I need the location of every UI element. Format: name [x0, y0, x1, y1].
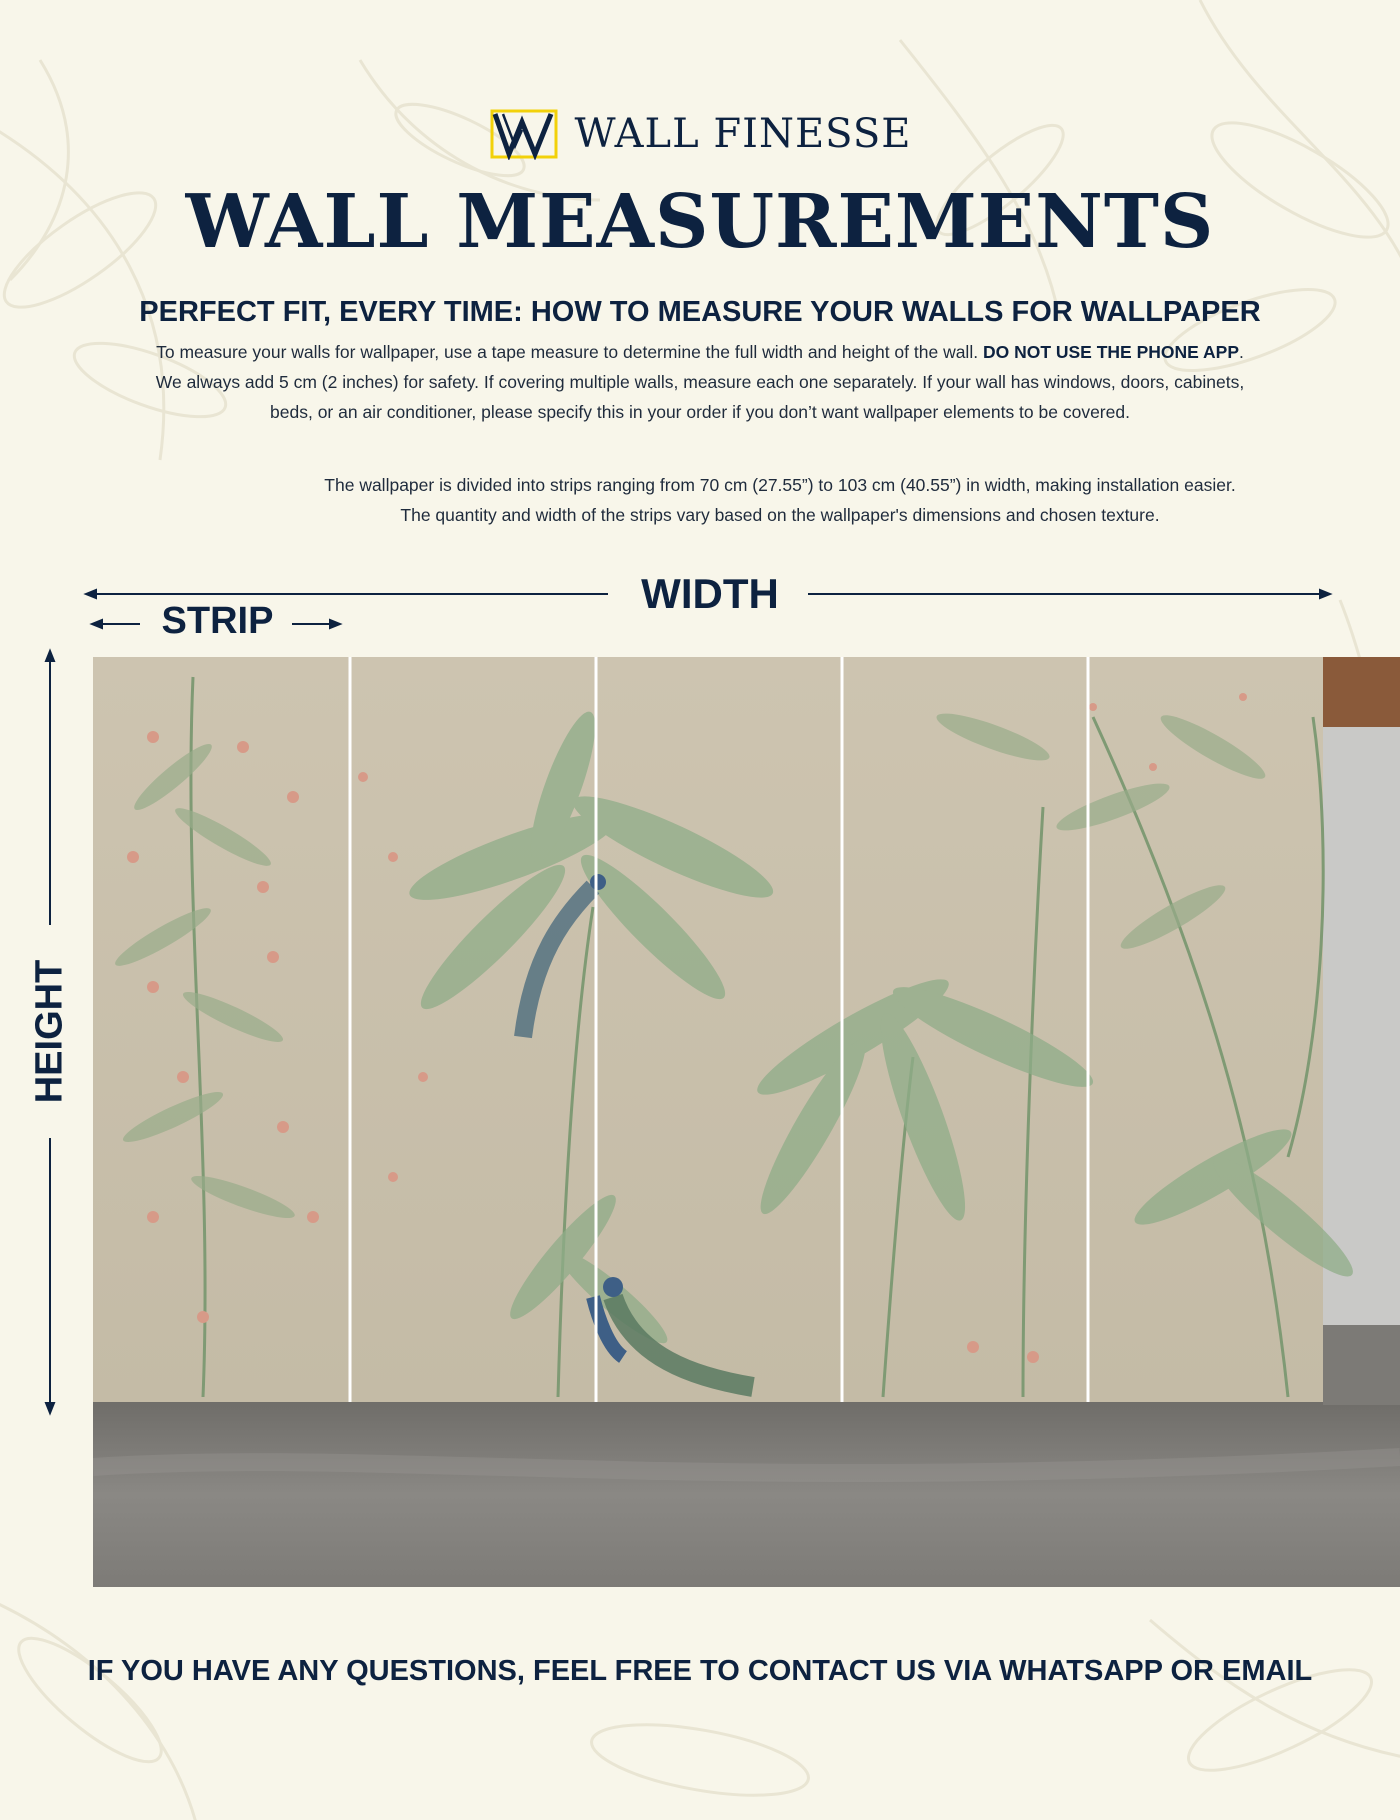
strips-line-2: The quantity and width of the strips vary based on the wallpaper's dimensions and chosen texture.: [400, 505, 1160, 525]
intro-line-3: beds, or an air conditioner, please specify this in your order if you don’t want wallpaper elements to be covered.: [270, 402, 1130, 422]
intro-warning: DO NOT USE THE PHONE APP: [982, 342, 1240, 362]
footer-contact: IF YOU HAVE ANY QUESTIONS, FEEL FREE TO CONTACT US VIA WHATSAPP OR EMAIL: [87, 1655, 1313, 1687]
wallpaper-room-image: [93, 657, 1400, 1587]
logo-monogram-icon: [489, 108, 559, 160]
height-label: HEIGHT: [28, 959, 71, 1104]
intro-line-1-text: To measure your walls for wallpaper, use a tape measure to determine the full width and height of the wall.: [156, 342, 979, 362]
wallpaper-mural-icon: [93, 657, 1323, 1402]
strips-info-paragraph: [210, 470, 1350, 530]
intro-line-2: We always add 5 cm (2 inches) for safety. If covering multiple walls, measure each one separately. If your wall has windows, doors, cabinets,: [155, 372, 1245, 392]
logo-text: WALL FINESSE: [574, 111, 912, 157]
page-subtitle: PERFECT FIT, EVERY TIME: HOW TO MEASURE YOUR WALLS FOR WALLPAPER: [139, 296, 1261, 328]
brand-logo: [0, 108, 1400, 160]
strips-line-1: The wallpaper is divided into strips ranging from 70 cm (27.55”) to 103 cm (40.55”) in width, making installation easier.: [324, 475, 1236, 495]
strip-label: STRIP: [161, 600, 274, 642]
width-label: WIDTH: [641, 570, 779, 617]
intro-paragraph: [60, 337, 1340, 427]
page-title: WALL MEASUREMENTS: [185, 179, 1215, 265]
intro-line-1: To measure your walls for wallpaper, use a tape measure to determine the full width and height of the wall. DO NOT USE THE PHONE APP.: [156, 342, 1244, 362]
